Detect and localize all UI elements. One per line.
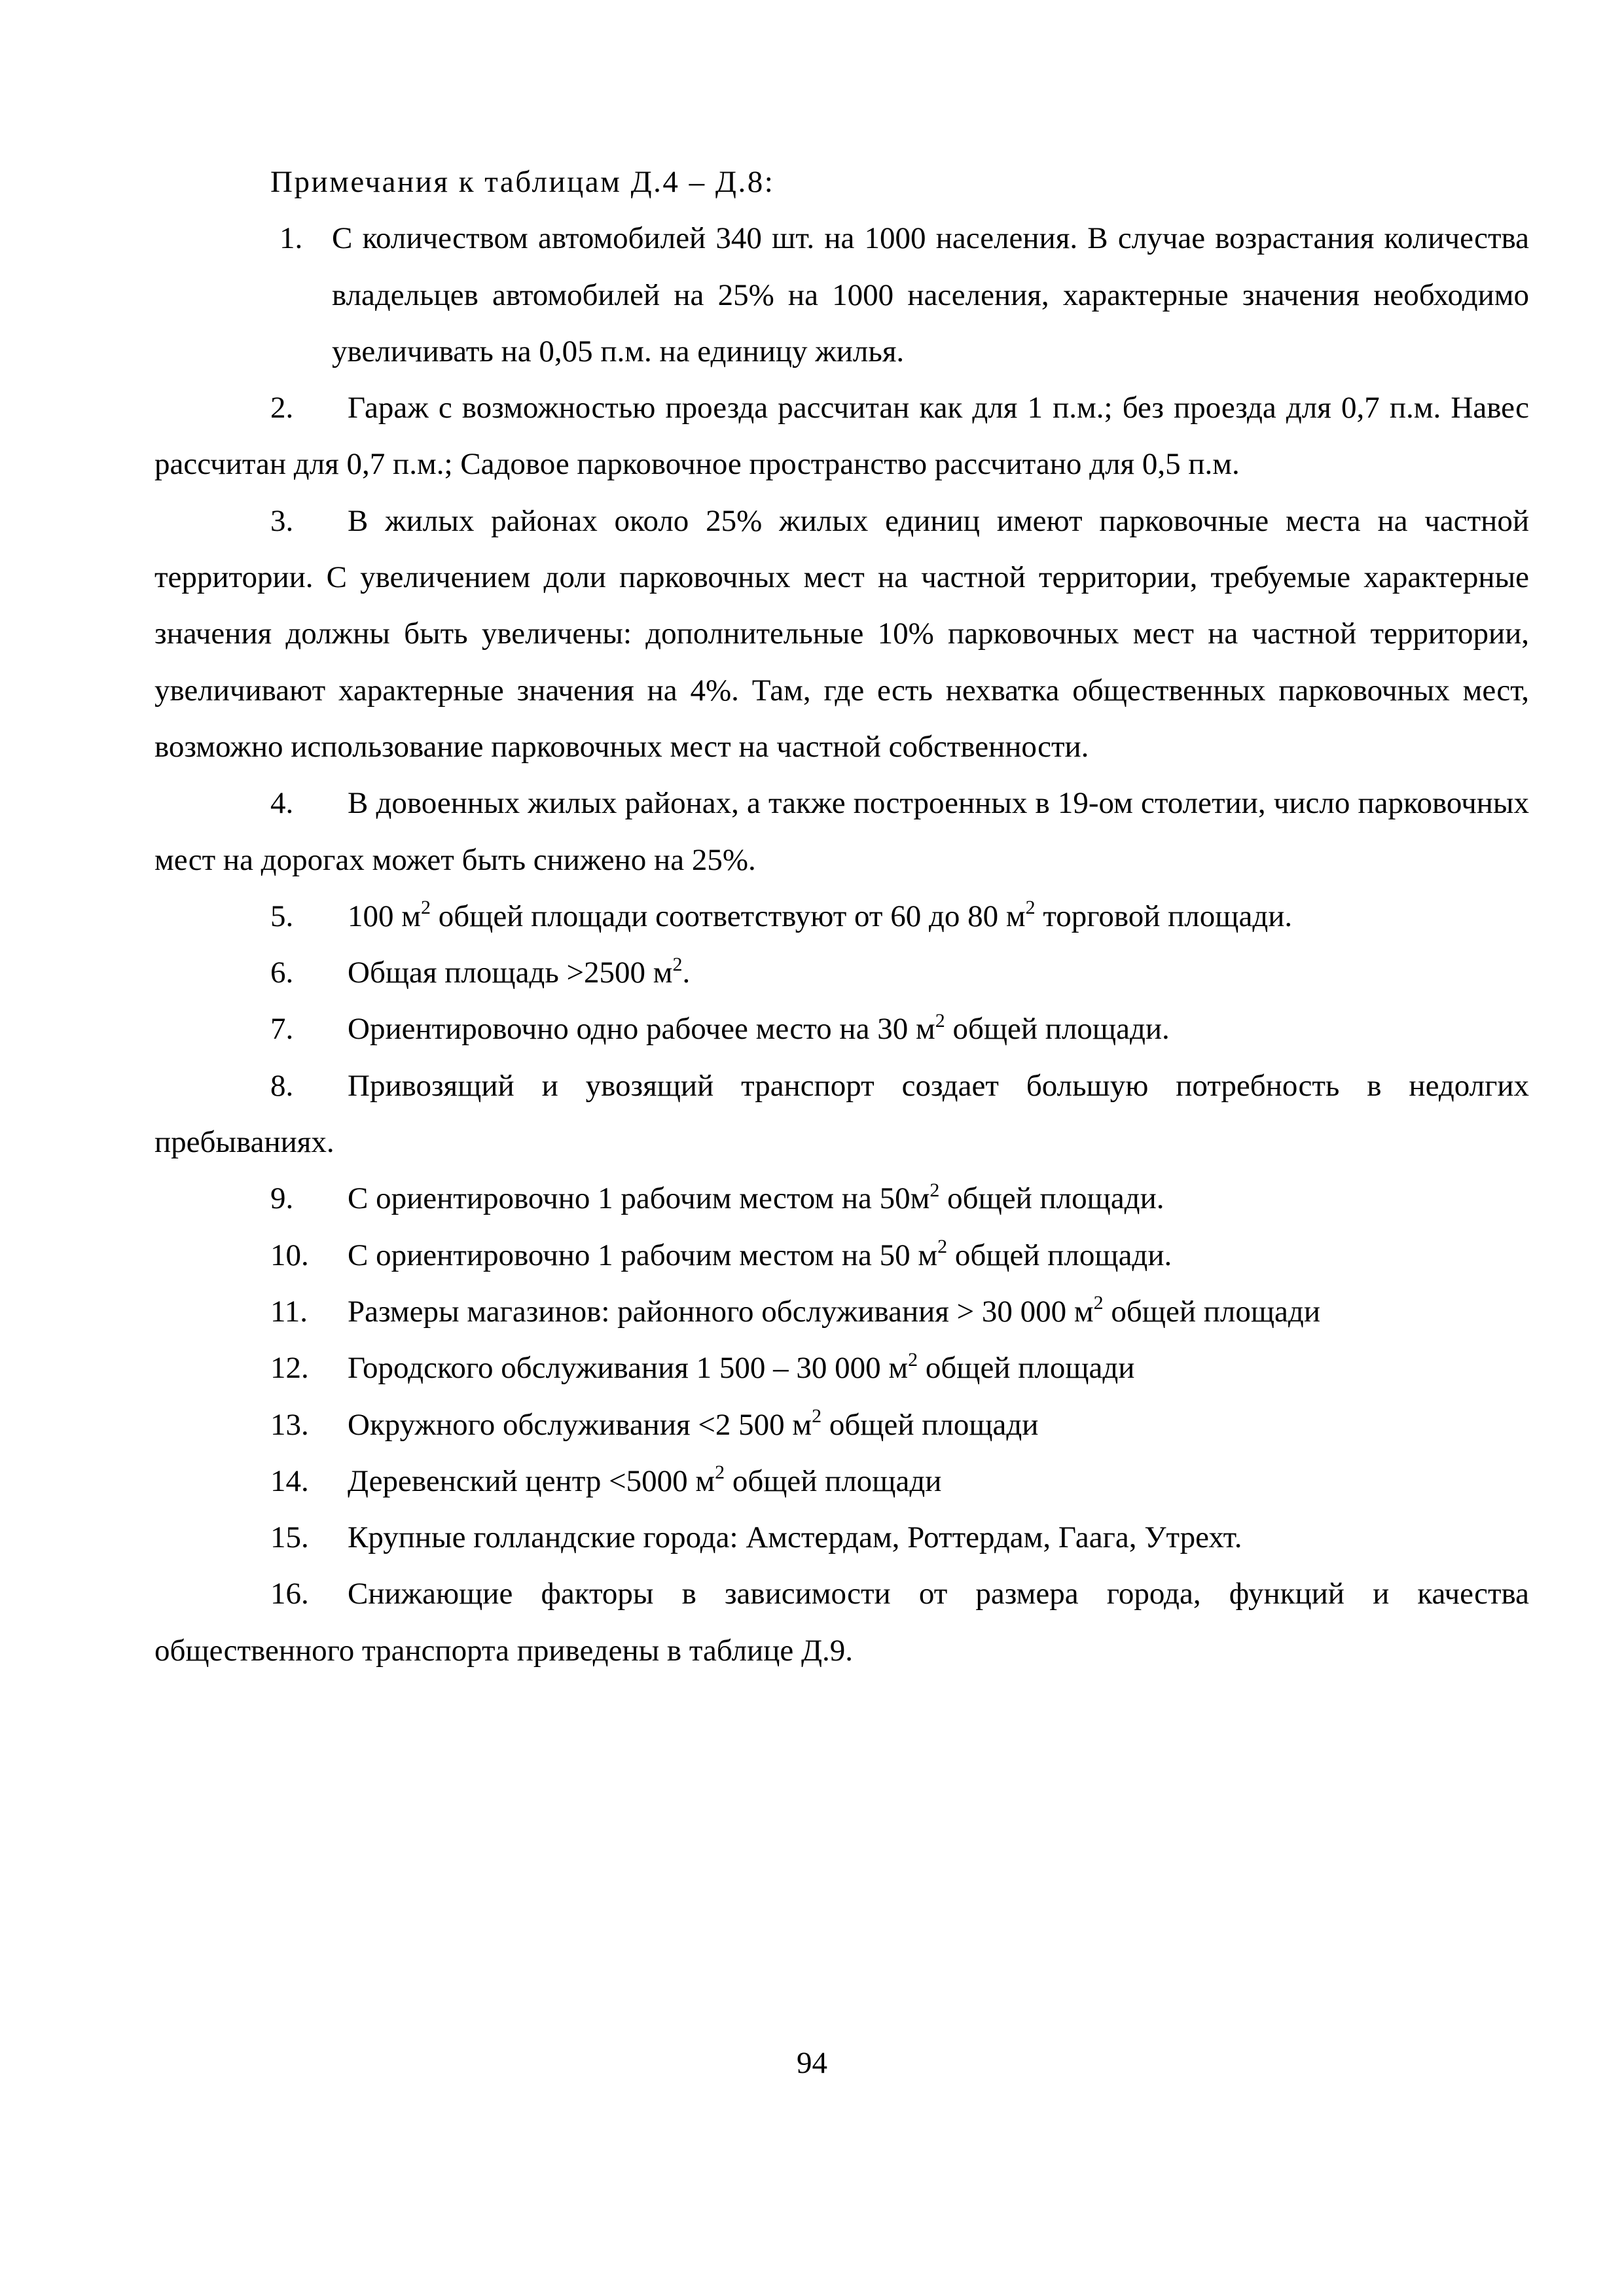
note-text: общей площади. (939, 1181, 1164, 1216)
note-item-4 (154, 775, 1529, 888)
notes-heading: Примечания к таблицам Д.4 – Д.8: (270, 165, 775, 199)
note-item-10 (154, 1227, 1529, 1283)
note-item-13 (154, 1397, 1529, 1453)
note-item-12 (154, 1340, 1529, 1396)
note-text: общей площади соответствуют от 60 до 80 м (431, 899, 1026, 933)
note-item-3 (154, 493, 1529, 775)
note-text: Деревенский центр <5000 м (348, 1463, 715, 1498)
note-number: 9. (270, 1181, 294, 1216)
note-number: 4. (270, 786, 294, 821)
page-number: 94 (797, 2046, 827, 2080)
note-number: 8. (270, 1068, 294, 1103)
note-text: Привозящий и увозящий транспорт создает большую потребность в недолгих пребываниях. (154, 1068, 1529, 1160)
note-item-11 (154, 1283, 1529, 1340)
note-text: общей площади (821, 1407, 1039, 1442)
note-item-6 (154, 944, 1529, 1001)
note-text: Снижающие факторы в зависимости от размера города, функций и качества общественного транспорта приведены в таблице Д.9. (154, 1577, 1529, 1668)
note-number: 6. (270, 956, 294, 990)
superscript: 2 (929, 1179, 940, 1201)
note-text: Городского обслуживания 1 500 – 30 000 м (348, 1351, 909, 1386)
note-text: Гараж с возможностью проезда рассчитан как для 1 п.м.; без проезда для 0,7 п.м. Навес рассчитан для 0,7 п.м.; Садовое парковочное пространство рассчитано для 0,5 п.м. (154, 391, 1529, 482)
note-text: Ориентировочно одно рабочее место на 30 м (348, 1012, 935, 1047)
note-number: 3. (270, 503, 294, 538)
note-text: Крупные голландские города: Амстердам, Роттердам, Гаага, Утрехт. (348, 1520, 1242, 1555)
superscript: 2 (935, 1009, 945, 1031)
superscript: 2 (812, 1405, 822, 1427)
note-number: 7. (270, 1012, 294, 1047)
note-text: С ориентировочно 1 рабочим местом на 50м (348, 1181, 930, 1216)
note-number: 1. (280, 221, 303, 256)
note-number: 10. (270, 1238, 309, 1272)
superscript: 2 (1025, 897, 1036, 919)
note-number: 12. (270, 1351, 309, 1386)
note-number: 15. (270, 1520, 309, 1555)
note-text: общей площади (1103, 1294, 1320, 1329)
note-item-14 (154, 1453, 1529, 1509)
note-item-16 (154, 1566, 1529, 1679)
note-text: общей площади (918, 1351, 1135, 1386)
note-item-15 (154, 1509, 1529, 1566)
note-number: 16. (270, 1577, 309, 1611)
superscript: 2 (715, 1462, 725, 1484)
note-text: . (682, 956, 691, 990)
note-item-9 (154, 1170, 1529, 1227)
note-text: общей площади. (945, 1012, 1170, 1047)
superscript: 2 (672, 953, 683, 975)
note-item-8 (154, 1058, 1529, 1171)
note-number: 2. (270, 391, 294, 425)
note-item-7 (154, 1001, 1529, 1057)
note-text: С количеством автомобилей 340 шт. на 1000 населения. В случае возрастания количества владельцев автомобилей на 25% на 1000 населения, характерные значения необходимо увеличивать на 0,05 п.м. на единицу жилья. (332, 221, 1529, 368)
note-number: 5. (270, 899, 294, 933)
note-text: Размеры магазинов: районного обслуживания > 30 000 м (348, 1294, 1094, 1329)
note-text: общей площади. (947, 1238, 1172, 1272)
note-number: 14. (270, 1463, 309, 1498)
note-text: торговой площади. (1035, 899, 1293, 933)
note-text: 100 м (348, 899, 421, 933)
superscript: 2 (421, 897, 431, 919)
note-number: 13. (270, 1407, 309, 1442)
note-item-2 (154, 380, 1529, 493)
superscript: 2 (1093, 1292, 1104, 1314)
note-text: В жилых районах около 25% жилых единиц имеют парковочные места на частной территории. С увеличением доли парковочных мест на частной территории, требуемые характерные значения должны быть увеличены: дополнительные 10% парковочных мест на частной территории, увеличивают характерные значения на 4%. Там, где есть нехватка общественных парковочных мест, возможно использование парковочных мест на частной собственности. (154, 503, 1529, 764)
note-number: 11. (270, 1294, 308, 1329)
note-item-1 (154, 210, 1529, 380)
note-text: В довоенных жилых районах, а также построенных в 19-ом столетии, число парковочных мест на дорогах может быть снижено на 25%. (154, 786, 1529, 877)
note-text: С ориентировочно 1 рабочим местом на 50 м (348, 1238, 938, 1272)
note-text: Окружного обслуживания <2 500 м (348, 1407, 812, 1442)
notes-section (154, 154, 1529, 1679)
superscript: 2 (908, 1348, 918, 1371)
note-text: Общая площадь >2500 м (348, 956, 673, 990)
superscript: 2 (937, 1235, 948, 1257)
note-item-5 (154, 888, 1529, 944)
note-text: общей площади (725, 1463, 942, 1498)
